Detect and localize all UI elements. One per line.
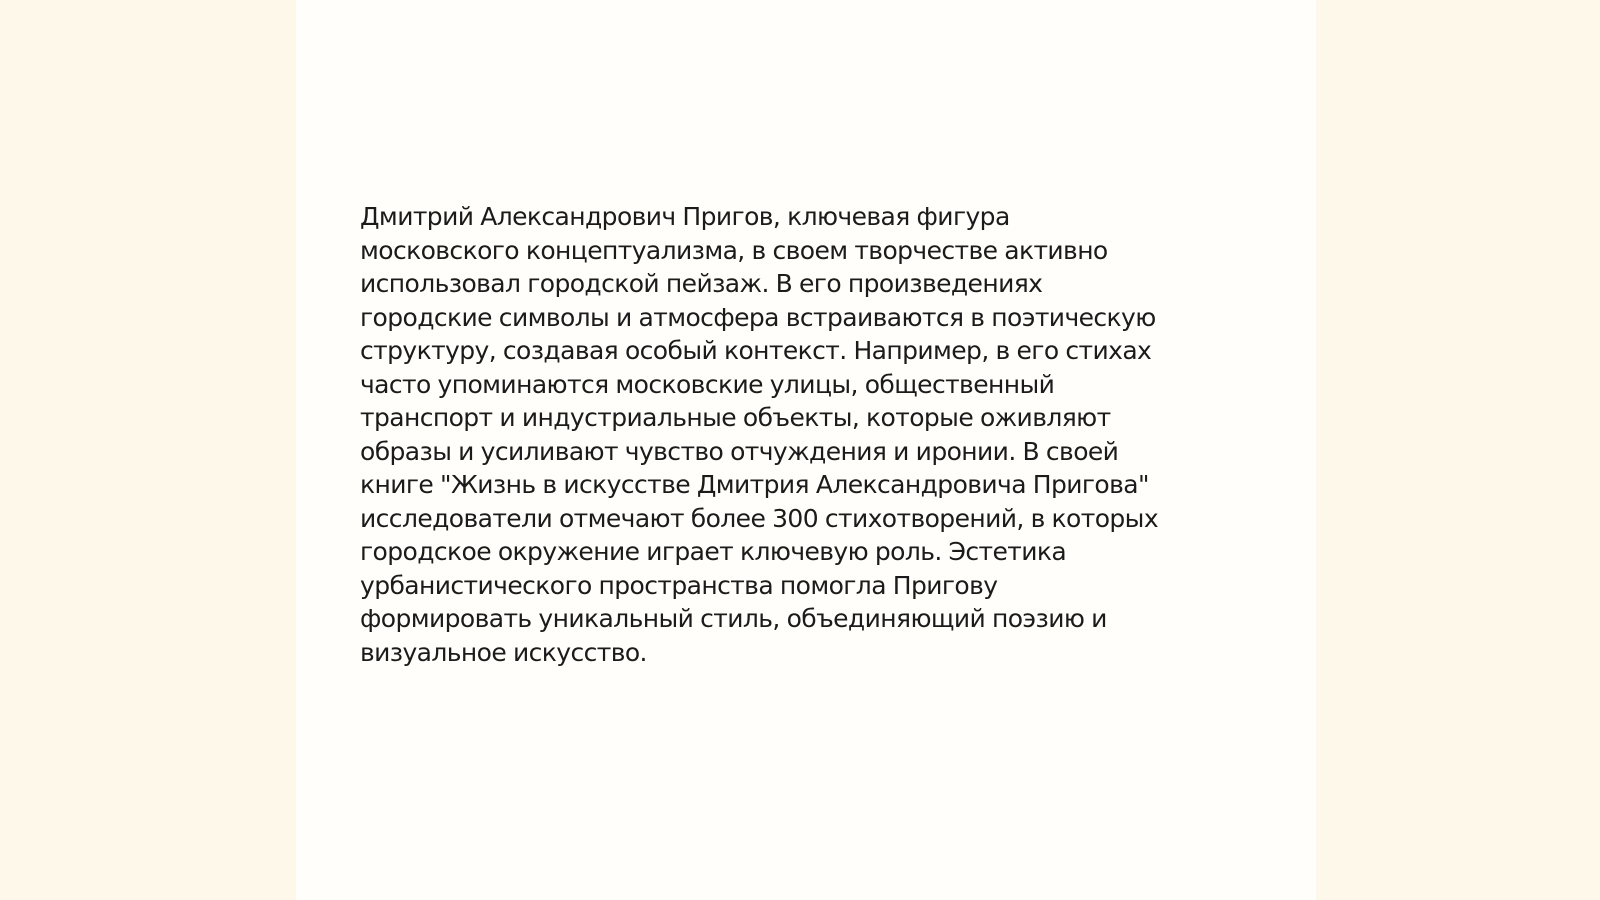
paragraph-line: формировать уникальный стиль, объединяющий поэзию и [360, 604, 1107, 633]
paragraph-line: структуру, создавая особый контекст. Например, в его стихах [360, 336, 1152, 365]
paragraph-line: часто упоминаются московские улицы, общественный [360, 369, 1055, 399]
paragraph-line: городское окружение играет ключевую роль. Эстетика [360, 537, 1067, 566]
paragraph-line: исследователи отмечают более 300 стихотворений, в которых [360, 503, 1159, 533]
paragraph-line: транспорт и индустриальные объекты, которые оживляют [360, 403, 1111, 432]
paragraph-line: урбанистического пространства помогла Пригову [360, 570, 998, 600]
slide [296, 0, 1316, 900]
paragraph-line: образы и усиливают чувство отчуждения и иронии. В своей [360, 436, 1119, 466]
paragraph-line: городские символы и атмосфера встраиваются в поэтическую [360, 302, 1156, 332]
body-paragraph [360, 200, 1240, 669]
paragraph-line: книге "Жизнь в искусстве Дмитрия Александровича Пригова" [360, 470, 1149, 499]
paragraph-line: использовал городской пейзаж. В его произведениях [360, 269, 1043, 298]
paragraph-line: московского концептуализма, в своем творчестве активно [360, 235, 1108, 265]
paragraph-line: визуальное искусство. [360, 637, 647, 667]
paragraph-line: Дмитрий Александрович Пригов, ключевая фигура [360, 202, 1010, 231]
